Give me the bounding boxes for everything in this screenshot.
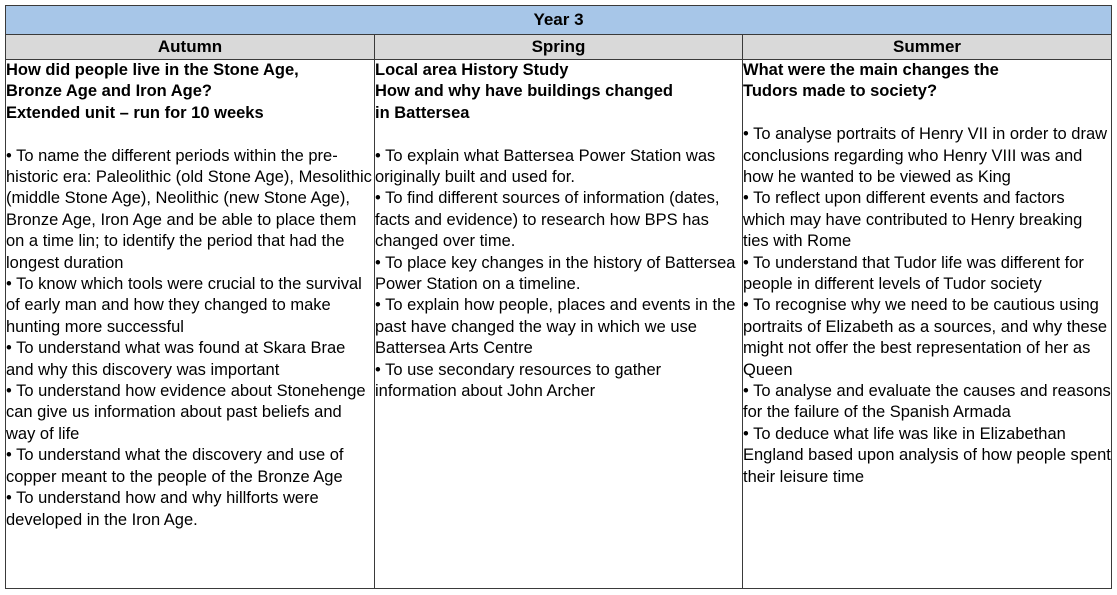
term-header-spring: Spring [375,35,743,60]
term-cell-autumn [6,60,375,589]
unit-title-line: Bronze Age and Iron Age? [6,82,212,101]
objective-item: • To find different sources of information (dates, facts and evidence) to research how BPS has changed over time. [375,189,720,251]
objectives-list [6,146,374,531]
objective-item: • To reflect upon different events and factors which may have contributed to Henry breaking ties with Rome [743,189,1083,251]
objectives-list [743,124,1111,488]
term-header-autumn: Autumn [6,35,375,60]
objective-item: • To deduce what life was like in Elizabethan England based upon analysis of how people spent their leisure time [743,424,1111,486]
objective-item: • To name the different periods within the pre-historic era: Paleolithic (old Stone Age), Mesolithic (middle Stone Age), Neolithic (new Stone Age), Bronze Age, Iron Age and be able to place them on a time lin; to identify the period that had the longest duration [6,146,372,272]
unit-title-line: in Battersea [375,103,470,122]
term-cell-spring [375,60,743,589]
curriculum-table [5,5,1112,589]
objective-item: • To place key changes in the history of Battersea Power Station on a timeline. [375,253,736,294]
unit-title-line: How did people live in the Stone Age, [6,61,299,79]
term-cell-summer [743,60,1112,589]
objective-item: • To analyse portraits of Henry VII in order to draw conclusions regarding who Henry VIII was and how he wanted to be viewed as King [743,125,1108,187]
unit-title-line: How and why have buildings changed [375,82,673,101]
objective-item: • To explain how people, places and events in the past have changed the way in which we use Battersea Arts Centre [375,296,736,358]
unit-title-line: What were the main changes the [743,61,999,79]
objective-item: • To understand what the discovery and use of copper meant to the people of the Bronze Age [6,446,344,486]
objective-item: • To understand what was found at Skara Brae and why this discovery was important [6,339,346,379]
objective-item: • To understand how evidence about Stonehenge can give us information about past beliefs and way of life [6,382,366,443]
unit-title [743,60,1111,103]
objective-item: • To recognise why we need to be cautious using portraits of Elizabeth as a sources, and why these might not offer the best representation of her as Queen [743,296,1108,379]
unit-title-line: Extended unit – run for 10 weeks [6,103,264,122]
objective-item: • To use secondary resources to gather information about John Archer [375,360,662,401]
term-content-row [6,60,1112,589]
year-header-row [6,6,1112,35]
year-title: Year 3 [6,6,1112,35]
objective-item: • To understand that Tudor life was different for people in different levels of Tudor society [743,253,1084,294]
objective-item: • To know which tools were crucial to the survival of early man and how they changed to make hunting more successful [6,275,362,336]
term-header-row [6,35,1112,60]
unit-title [6,60,374,124]
objectives-list [375,146,742,403]
term-header-summer: Summer [743,35,1112,60]
objective-item: • To explain what Battersea Power Station was originally built and used for. [375,146,716,187]
unit-title [375,60,742,124]
objective-item: • To understand how and why hillforts were developed in the Iron Age. [6,489,319,529]
unit-title-line: Local area History Study [375,61,569,79]
unit-title-line: Tudors made to society? [743,82,938,101]
objective-item: • To analyse and evaluate the causes and reasons for the failure of the Spanish Armada [743,382,1111,422]
